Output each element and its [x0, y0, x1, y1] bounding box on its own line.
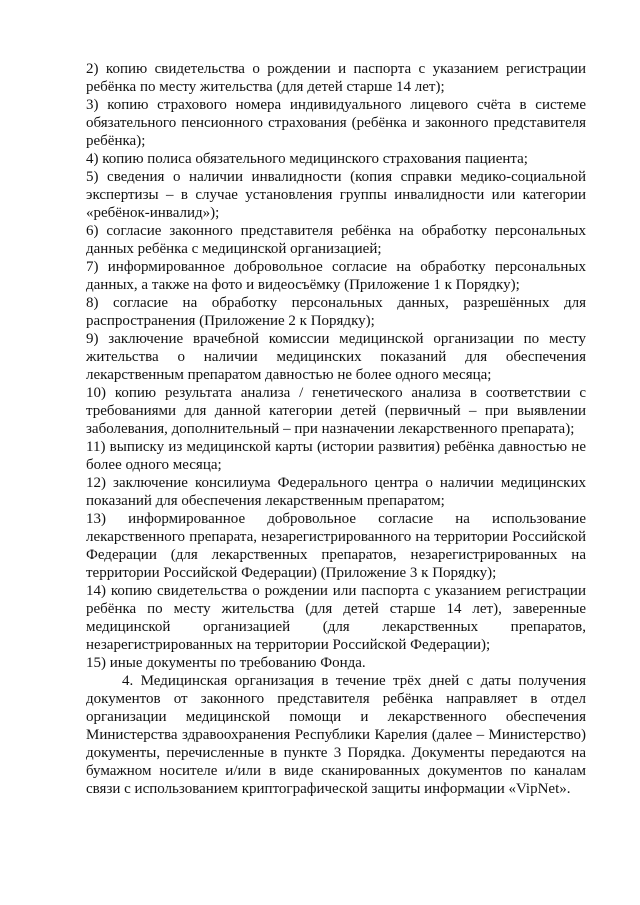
list-item-9: 9) заключение врачебной комиссии медицинской организации по месту жительства о наличии медицинских показаний для обеспечения лекарственным препаратом давностью не более одного месяца; — [86, 331, 586, 383]
list-item-7: 7) информированное добровольное согласие на обработку персональных данных, а также на фото и видеосъёмку (Приложение 1 к Порядку); — [86, 259, 586, 293]
list-item-5: 5) сведения о наличии инвалидности (копия справки медико-социальной экспертизы – в случае установления группы инвалидности или категории «ребёнок-инвалид»); — [86, 169, 586, 221]
paragraph-4: 4. Медицинская организация в течение трёх дней с даты получения документов от законного представителя ребёнка направляет в отдел организации медицинской помощи и лекарственного обеспечения Министерства здравоохранения Республики Карелия (далее – Министерство) документы, перечисленные в пункте 3 Порядка. Документы передаются на бумажном носителе и/или в виде сканированных документов по каналам связи с использованием криптографической защиты информации «VipNet». — [86, 673, 586, 797]
list-item-4: 4) копию полиса обязательного медицинского страхования пациента; — [86, 151, 528, 167]
list-item-14: 14) копию свидетельства о рождении или паспорта с указанием регистрации ребёнка по месту жительства (для детей старше 14 лет), заверенные медицинской организацией (для лекарственных препаратов, незарегистрированных на территории Российской Федерации); — [86, 583, 586, 653]
list-item-6: 6) согласие законного представителя ребёнка на обработку персональных данных ребёнка с медицинской организацией; — [86, 223, 586, 257]
document-page — [86, 60, 586, 798]
list-item-13: 13) информированное добровольное согласие на использование лекарственного препарата, незарегистрированного на территории Российской Федерации (для лекарственных препаратов, незарегистрированных на территории Российской Федерации) (Приложение 3 к Порядку); — [86, 511, 586, 581]
list-item-15: 15) иные документы по требованию Фонда. — [86, 655, 366, 671]
list-item-8: 8) согласие на обработку персональных данных, разрешённых для распространения (Приложение 2 к Порядку); — [86, 295, 586, 329]
list-item-12: 12) заключение консилиума Федерального центра о наличии медицинских показаний для обеспечения лекарственным препаратом; — [86, 475, 586, 509]
list-item-11: 11) выписку из медицинской карты (истории развития) ребёнка давностью не более одного месяца; — [86, 439, 586, 473]
list-item-2: 2) копию свидетельства о рождении и паспорта с указанием регистрации ребёнка по месту жительства (для детей старше 14 лет); — [86, 61, 586, 95]
list-item-10: 10) копию результата анализа / генетического анализа в соответствии с требованиями для данной категории детей (первичный – при выявлении заболевания, дополнительный – при назначении лекарственного препарата); — [86, 385, 586, 437]
list-item-3: 3) копию страхового номера индивидуального лицевого счёта в системе обязательного пенсионного страхования (ребёнка и законного представителя ребёнка); — [86, 97, 586, 149]
